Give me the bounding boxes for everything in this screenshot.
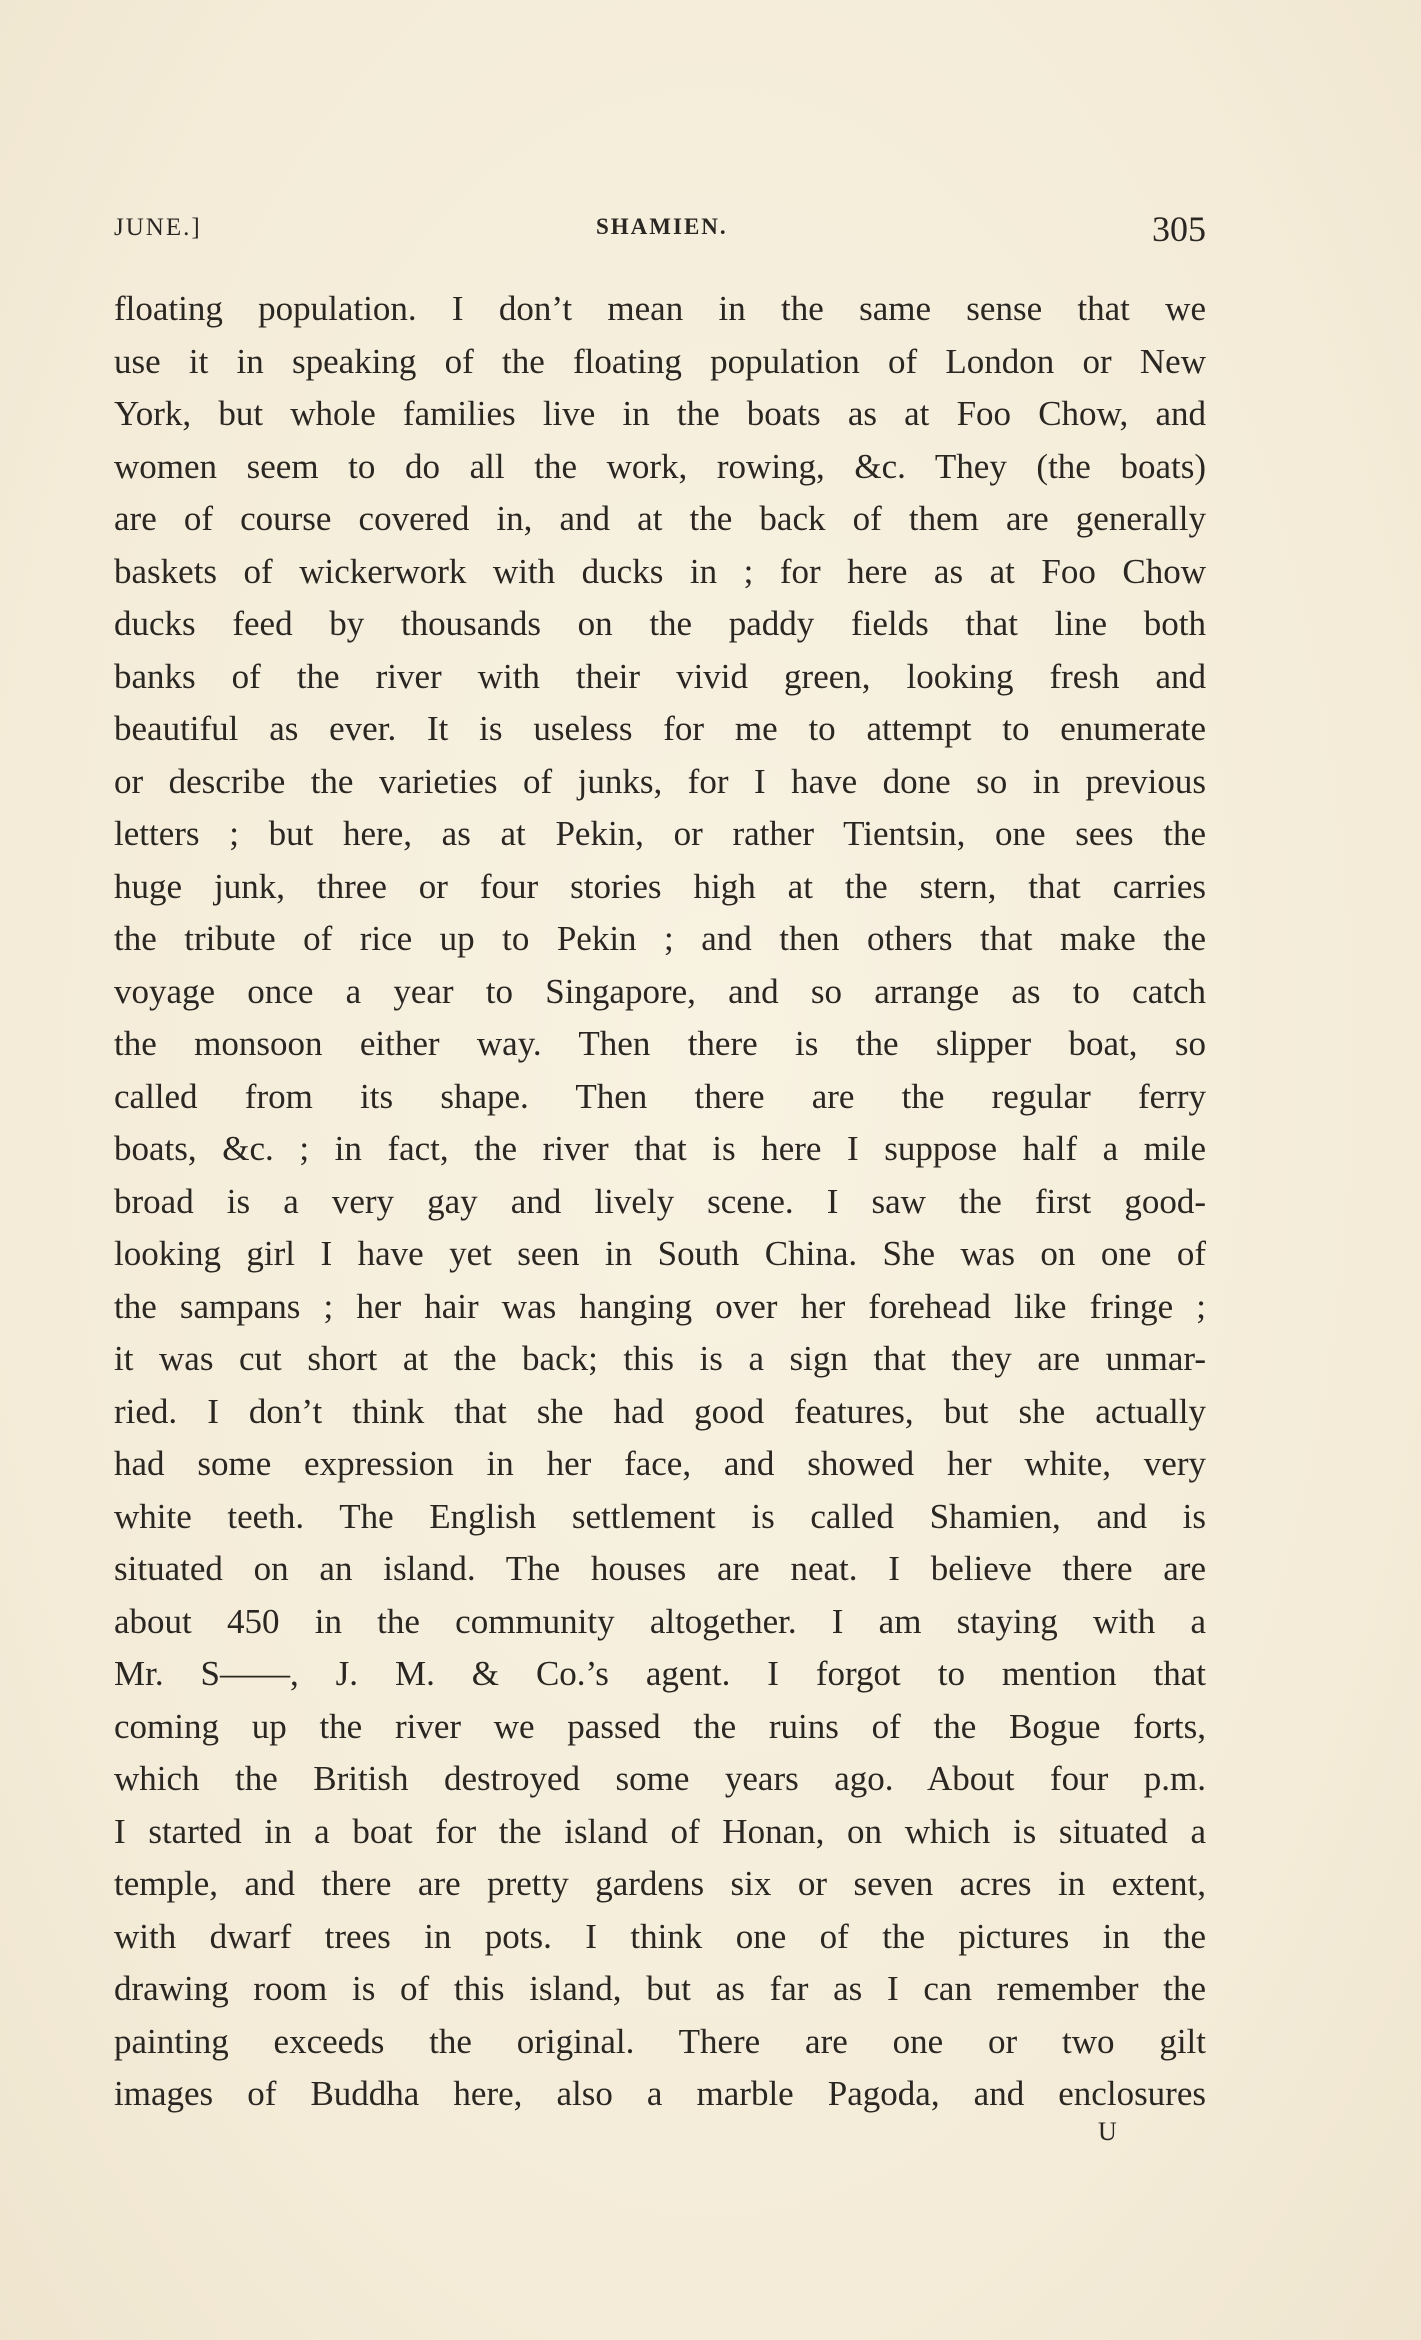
text-line: floating population. I don’t mean in the same sense that we	[114, 289, 1206, 328]
text-line: with dwarf trees in pots. I think one of the pictures in the	[114, 1916, 1206, 1956]
text-line: painting exceeds the original. There are one or two gilt	[114, 2021, 1206, 2061]
text-line: coming up the river we passed the ruins of the Bogue forts,	[114, 1706, 1206, 1746]
text-line: white teeth. The English settlement is called Shamien, and is	[114, 1496, 1206, 1536]
text-line: or describe the varieties of junks, for I have done so in previous	[114, 761, 1206, 801]
text-line: banks of the river with their vivid green, looking fresh and	[114, 656, 1206, 696]
running-head	[114, 208, 1206, 248]
text-line: looking girl I have yet seen in South China. She was on one of	[114, 1234, 1206, 1273]
text-line: voyage once a year to Singapore, and so arrange as to catch	[114, 971, 1206, 1011]
text-line: are of course covered in, and at the back of them are generally	[114, 499, 1206, 538]
text-line: the tribute of rice up to Pekin ; and then others that make the	[114, 919, 1206, 958]
text-line: had some expression in her face, and showed her white, very	[114, 1444, 1206, 1483]
running-head-month: JUNE.]	[114, 214, 202, 241]
body-text	[114, 283, 1206, 2121]
signature-mark: U	[1098, 2117, 1117, 2146]
text-line: situated on an island. The houses are neat. I believe there are	[114, 1549, 1206, 1588]
text-line: the monsoon either way. Then there is the slipper boat, so	[114, 1024, 1206, 1063]
text-line: the sampans ; her hair was hanging over her forehead like fringe ;	[114, 1286, 1206, 1326]
text-line: broad is a very gay and lively scene. I saw the first good-	[114, 1181, 1206, 1221]
text-line: about 450 in the community altogether. I am staying with a	[114, 1601, 1206, 1641]
text-line: ducks feed by thousands on the paddy fields that line both	[114, 604, 1206, 643]
text-line: I started in a boat for the island of Honan, on which is situated a	[114, 1811, 1206, 1851]
page-number: 305	[1152, 209, 1206, 249]
text-line: women seem to do all the work, rowing, &c. They (the boats)	[114, 446, 1206, 486]
text-line: boats, &c. ; in fact, the river that is here I suppose half a mile	[114, 1129, 1206, 1168]
text-line: beautiful as ever. It is useless for me to attempt to enumerate	[114, 709, 1206, 748]
text-line: ried. I don’t think that she had good features, but she actually	[114, 1391, 1206, 1431]
text-line: which the British destroyed some years ago. About four p.m.	[114, 1759, 1206, 1798]
text-line: drawing room is of this island, but as far as I can remember the	[114, 1969, 1206, 2008]
text-line: huge junk, three or four stories high at the stern, that carries	[114, 866, 1206, 906]
text-line: York, but whole families live in the boats as at Foo Chow, and	[114, 394, 1206, 433]
text-line: baskets of wickerwork with ducks in ; for here as at Foo Chow	[114, 551, 1206, 591]
text-line: temple, and there are pretty gardens six or seven acres in extent,	[114, 1864, 1206, 1903]
text-line: it was cut short at the back; this is a sign that they are unmar-	[114, 1339, 1206, 1378]
text-line: Mr. S——, J. M. & Co.’s agent. I forgot to mention that	[114, 1654, 1206, 1693]
text-line: called from its shape. Then there are the regular ferry	[114, 1076, 1206, 1116]
text-line: letters ; but here, as at Pekin, or rather Tientsin, one sees the	[114, 814, 1206, 853]
text-line: images of Buddha here, also a marble Pagoda, and enclosures	[114, 2074, 1206, 2113]
running-head-title: SHAMIEN.	[596, 214, 728, 239]
text-line: use it in speaking of the floating population of London or New	[114, 341, 1206, 381]
